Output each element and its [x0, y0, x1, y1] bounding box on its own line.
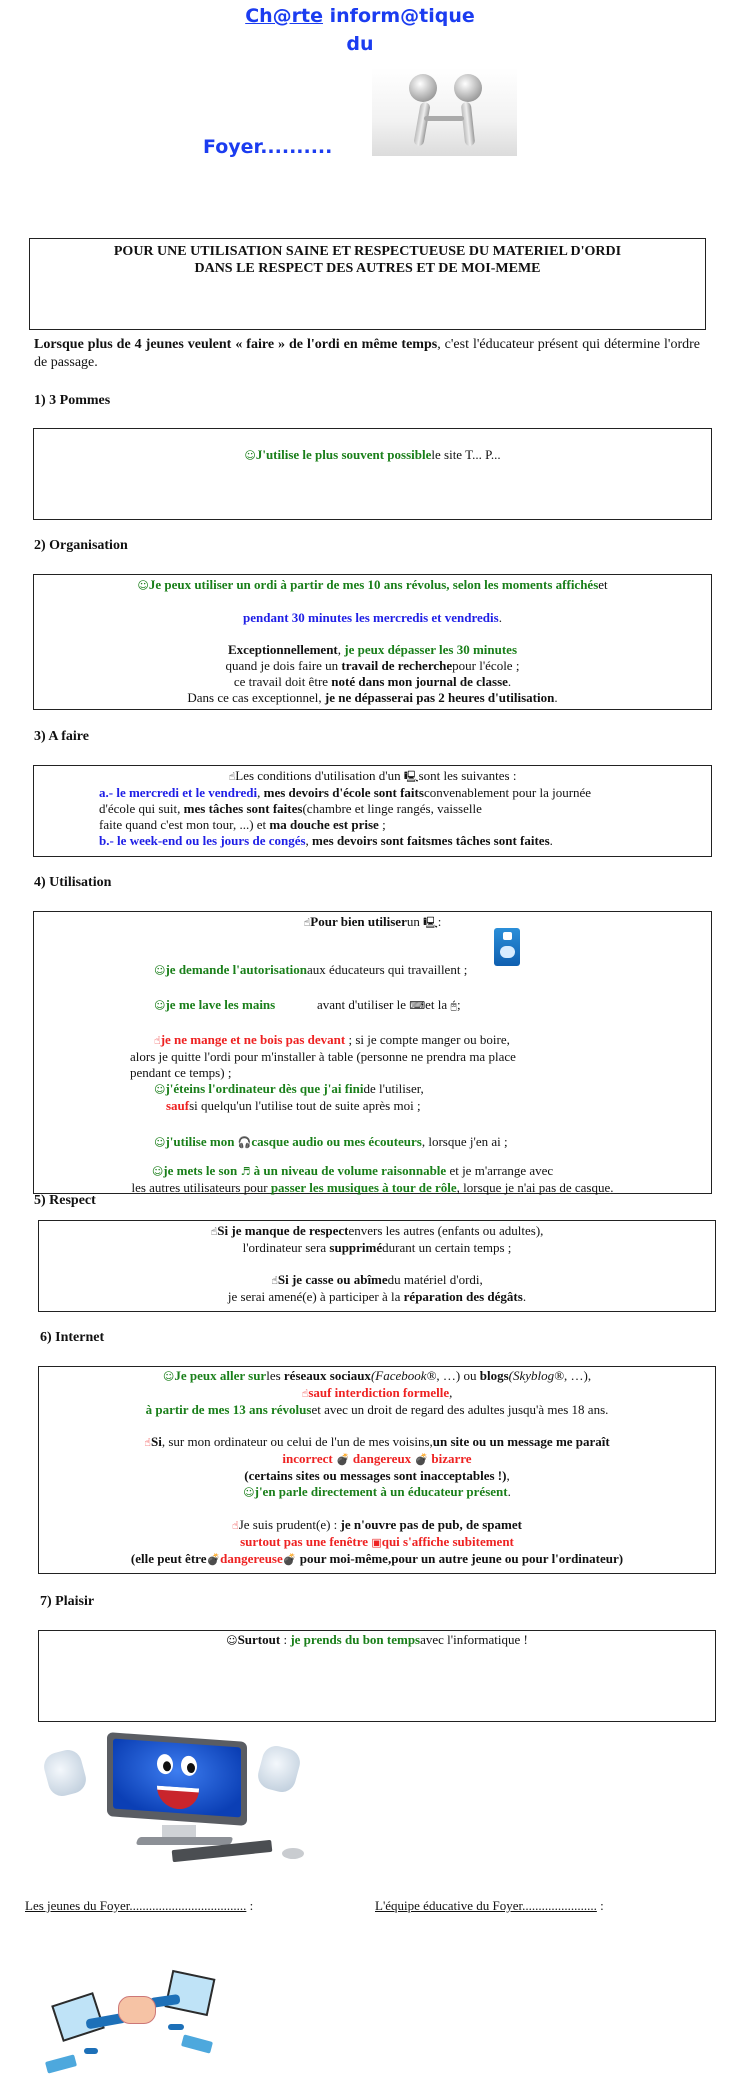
computer-icon: 🖳 — [403, 770, 419, 783]
section-heading-5: 5) Respect — [34, 1193, 96, 1208]
title-informatique: inform@tique — [329, 5, 475, 27]
warning-hand-icon: ☝ — [210, 1225, 218, 1238]
smiley-icon: ☺ — [151, 1165, 164, 1178]
smiley-icon: ☺ — [154, 1083, 166, 1096]
keyboard-icon: ⌨ — [409, 999, 426, 1012]
signature-staff-label: L'équipe éducative du Foyer....................... — [375, 1898, 597, 1913]
signature-staff: L'équipe éducative du Foyer....................... : — [375, 1898, 604, 1913]
smiley-icon: ☺ — [162, 1370, 175, 1383]
title-charte: Ch@rte — [245, 5, 324, 27]
smiley-icon: ☺ — [154, 999, 166, 1012]
smiling-computer-thumbs-up-image — [42, 1733, 312, 1863]
popup-window-icon: ▣ — [371, 1536, 382, 1549]
computer-icon: 🖳 — [423, 916, 438, 929]
wash-hands-icon — [494, 928, 520, 966]
smiley-icon: ☺ — [226, 1634, 238, 1647]
title-foyer: Foyer.......... — [203, 136, 333, 158]
section-heading-3: 3) A faire — [34, 729, 89, 744]
warning-hand-icon: ☝ — [301, 1387, 309, 1400]
signature-youth: Les jeunes du Foyer.................................... : — [25, 1898, 254, 1913]
mouse-icon: 🖰 — [450, 999, 457, 1012]
section-heading-6: 6) Internet — [40, 1330, 105, 1345]
section-box-6: ☺Je peux aller surles réseaux sociaux(Facebook®, …) ou blogs(Skyblog®, …), ☝sauf interdiction formelle, à partir de mes 13 ans révoluset avec un droit de regard des adultes jusqu'à mes 18 ans. ☝Si, sur mon ordinateur ou celui de l'un de mes voisins,un site ou un message me paraît incorrect 💣 dangereux 💣 bizarre (certains sites ou messages sont inacceptables !), ☺j'en parle directement à un éducateur présent. ☝Je suis prudent(e) : je n'ouvre pas de pub, de spamet surtout pas une fenêtre ▣qui s'affiche subitement (elle peut être💣dangereuse💣 pour moi-même,pour un autre jeune ou pour l'ordinateur) — [38, 1366, 716, 1574]
intro-box-line1: POUR UNE UTILISATION SAINE ET RESPECTUEUSE DU MATERIEL D'ORDI — [113, 244, 622, 259]
handshake-figures-image — [372, 68, 517, 156]
computers-handshake-image — [42, 1960, 222, 2080]
smiley-icon: ☺ — [154, 964, 166, 977]
section-heading-7: 7) Plaisir — [40, 1594, 95, 1609]
section-box-4: ☝Pour bien utiliserun 🖳: ☺je demande l'autorisationaux éducateurs qui travaillent ; ☺je me lave les mains avant d'utiliser le ⌨et la 🖰; ☝je ne mange et ne bois pas devant ; si je compte manger ou boire, alors je quitte l'ordi pour m'installer à table (personne ne prendra ma place pendant ce temps) ; ☺j'éteins l'ordinateur dès que j'ai finide l'utiliser, saufsi quelqu'un l'utilise tout de suite après moi ; ☺j'utilise mon 🎧casque audio ou mes écouteurs, lorsque j'en ai ; ☺je mets le son ♬ à un niveau de volume raisonnable et je m'arrange avec les autres utilisateurs pour passer les musiques à tour de rôle, lorsque je n'ai pas de casque. — [33, 911, 712, 1194]
title-du: du — [346, 33, 374, 55]
smiley-icon: ☺ — [154, 1136, 166, 1149]
warning-hand-icon: ☝ — [271, 1274, 278, 1287]
music-note-icon: ♬ — [240, 1165, 251, 1178]
warning-hand-icon: ☝ — [144, 1436, 151, 1449]
smiley-icon: ☺ — [137, 579, 149, 592]
section-box-2: ☺Je peux utiliser un ordi à partir de mes 10 ans révolus, selon les moments affichéset pendant 30 minutes les mercredis et vendredis. Exceptionnellement, je peux dépasser les 30 minutes quand je dois faire un travail de recherchepour l'école ; ce travail doit être noté dans mon journal de classe. Dans ce cas exceptionnel, je ne dépasserai pas 2 heures d'utilisation. — [33, 574, 712, 710]
headphones-icon: 🎧 — [237, 1136, 252, 1149]
section-box-5: ☝Si je manque de respectenvers les autres (enfants ou adultes), l'ordinateur sera supprimédurant un certain temps ; ☝Si je casse ou abîmedu matériel d'ordi, je serai amené(e) à participer à la réparation des dégâts. — [38, 1220, 716, 1312]
document-title — [230, 2, 490, 58]
warning-hand-icon: ☝ — [228, 770, 236, 783]
section-box-1: ☺J'utilise le plus souvent possiblele site T... P... — [33, 428, 712, 520]
warning-hand-icon: ☝ — [154, 1034, 161, 1047]
smiley-icon: ☺ — [243, 1486, 255, 1499]
section-heading-1: 1) 3 Pommes — [34, 393, 111, 408]
warning-hand-icon: ☝ — [303, 916, 311, 929]
intro-box-line2: DANS LE RESPECT DES AUTRES ET DE MOI-MEME — [194, 261, 541, 276]
bomb-icon: 💣 — [414, 1453, 429, 1466]
bomb-icon: 💣 — [335, 1453, 350, 1466]
section-box-7: ☺Surtout : je prends du bon tempsavec l'informatique ! — [38, 1630, 716, 1722]
bomb-icon: 💣 — [206, 1553, 221, 1566]
intro-paragraph: Lorsque plus de 4 jeunes veulent « faire » de l'ordi en même temps, c'est l'éducateur présent qui détermine l'ordre de passage. — [34, 337, 700, 370]
signature-youth-label: Les jeunes du Foyer.................................... — [25, 1898, 247, 1913]
section-heading-4: 4) Utilisation — [34, 875, 112, 890]
section-box-3: ☝Les conditions d'utilisation d'un 🖳sont les suivantes : a.- le mercredi et le vendredi, mes devoirs d'école sont faitsconvenablement pour la journée d'école qui suit, mes tâches sont faites(chambre et linge rangés, vaisselle faite quand c'est mon tour, ...) et ma douche est prise ; b.- le week-end ou les jours de congés, mes devoirs sont faitsmes tâches sont faites. — [33, 765, 712, 857]
bomb-icon: 💣 — [282, 1553, 297, 1566]
section-heading-2: 2) Organisation — [34, 538, 128, 553]
smiley-icon: ☺ — [244, 449, 256, 462]
intro-box — [29, 238, 706, 330]
warning-hand-icon: ☝ — [232, 1519, 239, 1532]
